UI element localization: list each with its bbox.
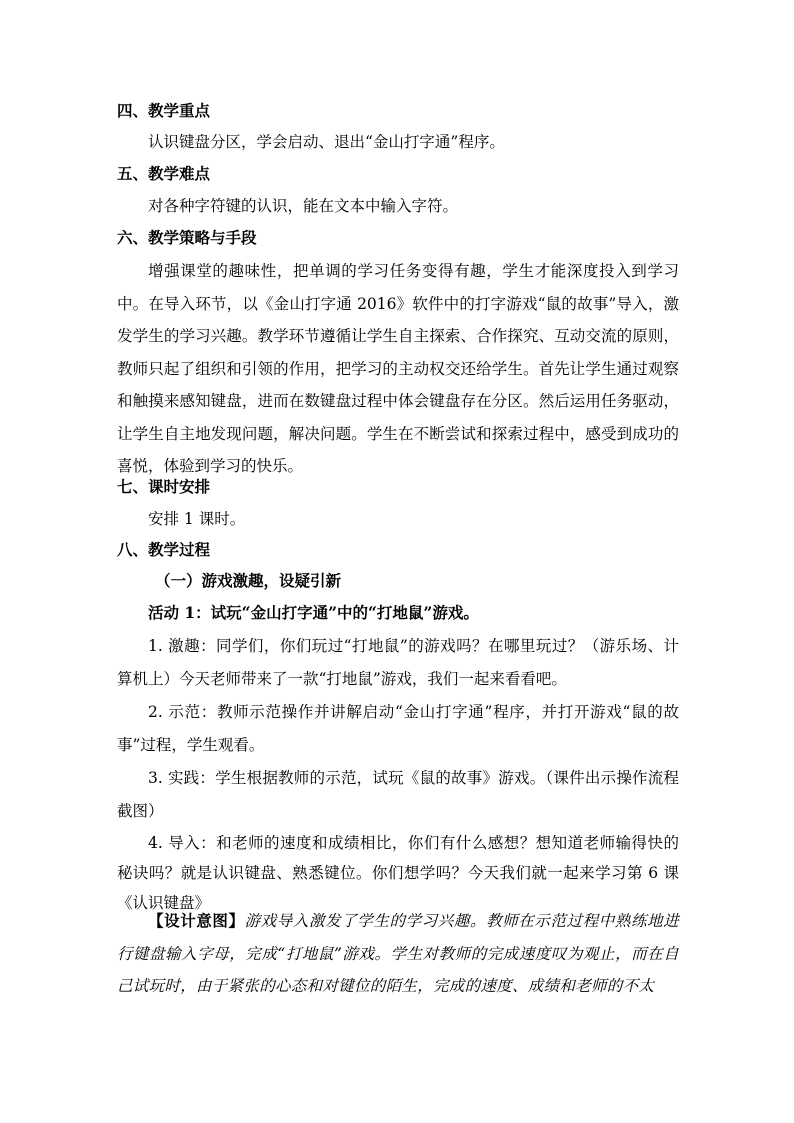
- step-3-paragraph: 3. 实践：学生根据教师的示范，试玩《鼠的故事》游戏。（课件出示操作流程截图）: [117, 769, 679, 820]
- paragraph-teaching-strategy: 增强课堂的趣味性，把单调的学习任务变得有趣，学生才能深度投入到学习中。在导入环节，以《金山打字通 2016》软件中的打字游戏“鼠的故事”导入，激发学生的学习兴趣。教学环节遵循让学生自主探索、合作探究、互动交流的原则，教师只起了组织和引领的作用，把学习的主动权交还给学生。首先让学生通过观察和触摸来感知键盘，进而在数键盘过程中体会键盘存在分区。然后运用任务驱动，让学生自主地发现问题，解决问题。学生在不断尝试和探索过程中，感受到成功的喜悦，体验到学习的快乐。: [117, 262, 679, 475]
- heading-teaching-strategy: 六、教学策略与手段: [117, 228, 257, 247]
- paragraph-class-schedule: 安排 1 课时。: [148, 510, 246, 528]
- paragraph-teaching-difficulty: 对各种字符键的认识，能在文本中输入字符。: [148, 197, 459, 215]
- step-1-paragraph: 1. 激趣：同学们，你们玩过“打地鼠”的游戏吗？在哪里玩过？（游乐场、计算机上）今天老师带来了一款“打地鼠”游戏，我们一起来看看吧。: [117, 637, 679, 688]
- activity-title: 活动 1：试玩“金山打字通”中的“打地鼠”游戏。: [148, 603, 479, 622]
- heading-teaching-focus: 四、教学重点: [117, 101, 211, 120]
- step-4-paragraph: 4. 导入：和老师的速度和成绩相比，你们有什么感想？想知道老师输得快的秘诀吗？就是认识键盘、熟悉键位。你们想学吗？今天我们就一起来学习第 6 课《认识键盘》: [117, 834, 679, 912]
- paragraph-teaching-focus: 认识键盘分区，学会启动、退出“金山打字通”程序。: [148, 133, 505, 151]
- heading-teaching-process: 八、教学过程: [117, 540, 211, 559]
- sub-heading-game-intro: （一）游戏激趣，设疑引新: [155, 571, 342, 590]
- heading-teaching-difficulty: 五、教学难点: [117, 164, 211, 183]
- design-intent-text: 游戏导入激发了学生的学习兴趣。教师在示范过程中熟练地进行键盘输入字母，完成“打地鼠”游戏。学生对教师的完成速度叹为观止，而在自己试玩时，由于紧张的心态和对键位的陌生，完成的速度、成绩和老师的不太: [117, 912, 679, 995]
- design-intent-label: 【设计意图】: [148, 911, 245, 930]
- design-intent-paragraph: [117, 905, 679, 1003]
- step-2-paragraph: 2. 示范：教师示范操作并讲解启动“金山打字通”程序，并打开游戏“鼠的故事”过程，学生观看。: [117, 703, 679, 754]
- heading-class-schedule: 七、课时安排: [117, 477, 211, 496]
